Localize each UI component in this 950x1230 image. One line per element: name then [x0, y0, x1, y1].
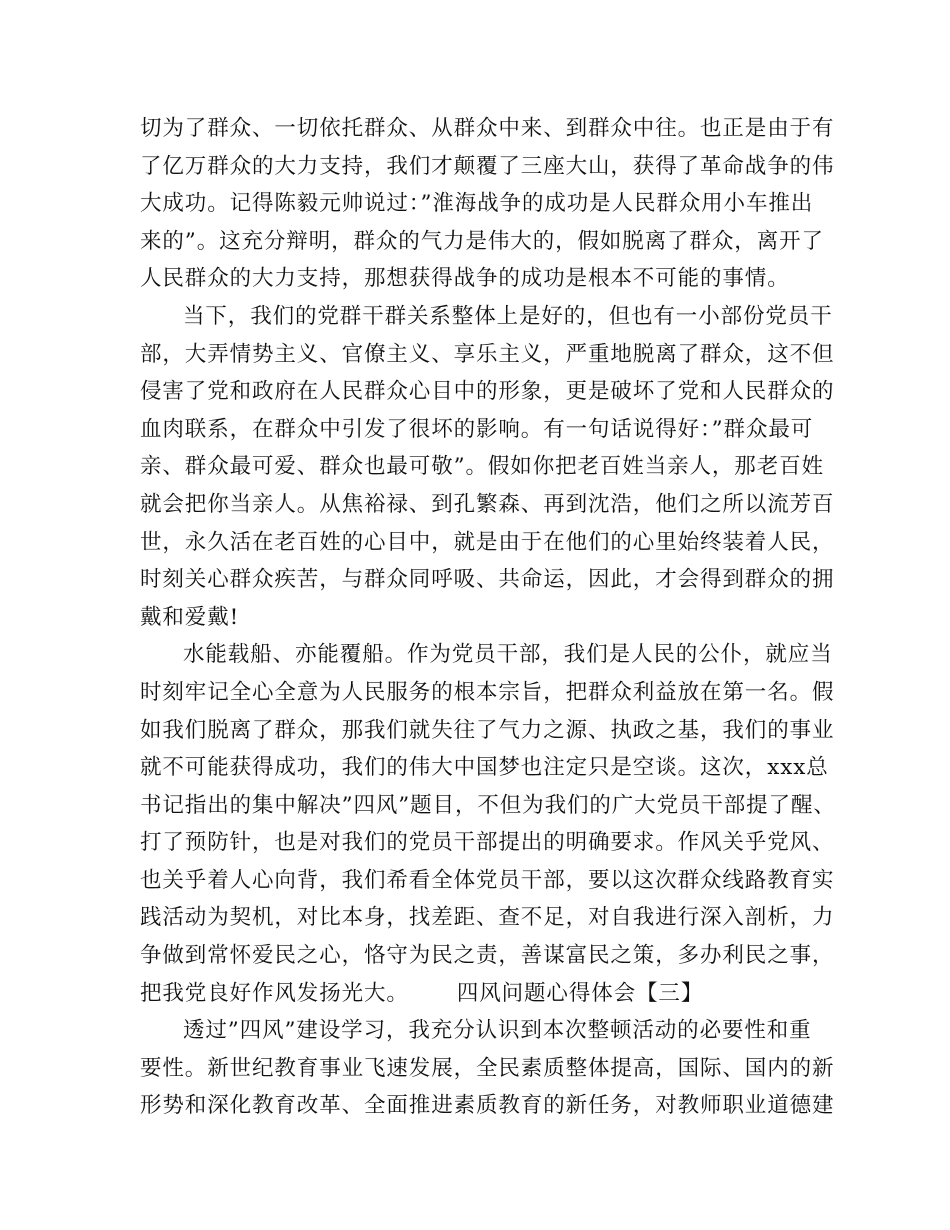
- text-line: 时刻关心群众疾苦，与群众同呼吸、共命运，因此，才会得到群众的拥: [140, 567, 835, 593]
- text-line: 就会把你当亲人。从焦裕禄、到孔繁森、再到沈浩，他们之所以流芳百: [140, 491, 835, 517]
- text-line: 打了预防针，也是对我们的党员干部提出的明确要求。作风关乎党风、: [140, 830, 835, 856]
- text-line: 就不可能获得成功，我们的伟大中国梦也注定只是空谈。这次，xxx总: [140, 755, 829, 781]
- text-line: 争做到常怀爱民之心，恪守为民之责，善谋富民之策，多办利民之事，: [140, 943, 835, 969]
- text-line-with-heading: [140, 975, 830, 1013]
- text-line: 如我们脱离了群众，那我们就失往了气力之源、执政之基，我们的事业: [140, 717, 835, 743]
- text-line: 时刻牢记全心全意为人民服务的根本宗旨，把群众利益放在第一名。假: [140, 679, 835, 705]
- text-segment: 把我党良好作风发扬光大。: [140, 980, 409, 1006]
- paragraph-start-line: 透过”四风”建设学习，我充分认识到本次整顿活动的必要性和重: [183, 1018, 812, 1044]
- text-line: 也关乎着人心向背，我们希看全体党员干部，要以这次群众线路教育实: [140, 867, 835, 893]
- text-line: 践活动为契机，对比本身，找差距、查不足，对自我进行深入剖析，力: [140, 905, 835, 931]
- paragraph-start-line: 水能载船、亦能覆船。作为党员干部，我们是人民的公仆，就应当: [183, 642, 833, 668]
- text-line: 要性。新世纪教育事业飞速发展，全民素质整体提高，国际、国内的新: [140, 1055, 835, 1081]
- text-line: 部，大弄情势主义、官僚主义、享乐主义，严重地脱离了群众，这不但: [140, 341, 835, 367]
- text-line: 戴和爱戴!: [140, 604, 240, 630]
- text-line: 亲、群众最可爱、群众也最可敬”。假如你把老百姓当亲人，那老百姓: [140, 454, 824, 480]
- text-line: 世，永久活在老百姓的心目中，就是由于在他们的心里始终装着人民，: [140, 529, 835, 555]
- paragraph-start-line: 当下，我们的党群干群关系整体上是好的，但也有一小部份党员干: [183, 303, 833, 329]
- text-line: 侵害了党和政府在人民群众心目中的形象，更是破坏了党和人民群众的: [140, 379, 835, 405]
- text-line: 形势和深化教育改革、全面推进素质教育的新任务，对教师职业道德建: [140, 1093, 835, 1119]
- text-line: 来的”。这充分辩明，群众的气力是伟大的，假如脱离了群众，离开了: [140, 228, 824, 254]
- text-line: 切为了群众、一切依托群众、从群众中来、到群众中往。也正是由于有: [140, 116, 835, 141]
- text-line: 大成功。记得陈毅元帅说过：”淮海战争的成功是人民群众用小车推出: [140, 191, 814, 217]
- text-line: 了亿万群众的大力支持，我们才颠覆了三座大山，获得了革命战争的伟: [140, 153, 835, 179]
- text-line: 血肉联系，在群众中引发了很坏的影响。有一句话说得好：”群众最可: [140, 416, 814, 442]
- text-line: 人民群众的大力支持，那想获得战争的成功是根本不可能的事情。: [140, 266, 790, 292]
- text-line: 书记指出的集中解决”四风”题目，不但为我们的广大党员干部提了醒、: [140, 792, 836, 818]
- document-body: [140, 110, 836, 1125]
- section-heading: 四风问题心得体会【三】: [456, 980, 704, 1006]
